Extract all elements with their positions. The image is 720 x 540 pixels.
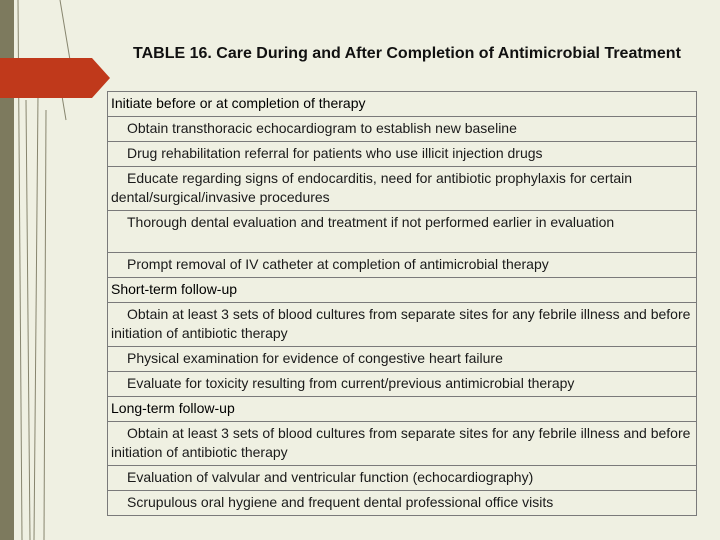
section-header-row [108,278,697,303]
table-cell: Educate regarding signs of endocarditis, need for antibiotic prophylaxis for certain dental/surgical/invasive procedures [108,167,697,211]
table-cell: Thorough dental evaluation and treatment if not performed earlier in evaluation [108,211,697,253]
table-row [108,466,697,491]
table-cell: Obtain at least 3 sets of blood cultures from separate sites for any febrile illness and before initiation of antibiotic therapy [108,422,697,466]
table-cell: Obtain transthoracic echocardiogram to establish new baseline [108,117,697,142]
table-row [108,142,697,167]
table-cell: Scrupulous oral hygiene and frequent dental professional office visits [108,491,697,516]
table-row [108,372,697,397]
section-header: Short-term follow-up [108,278,697,303]
table-row [108,422,697,466]
table-row [108,117,697,142]
section-header-row [108,397,697,422]
table-cell: Physical examination for evidence of congestive heart failure [108,347,697,372]
table-cell: Evaluation of valvular and ventricular function (echocardiography) [108,466,697,491]
table-row [108,167,697,211]
table-row [108,303,697,347]
table-row [108,253,697,278]
page-title: TABLE 16. Care During and After Completion of Antimicrobial Treatment [133,45,681,62]
table-cell: Evaluate for toxicity resulting from current/previous antimicrobial therapy [108,372,697,397]
table-cell: Drug rehabilitation referral for patients who use illicit injection drugs [108,142,697,167]
table-cell: Obtain at least 3 sets of blood cultures from separate sites for any febrile illness and before initiation of antibiotic therapy [108,303,697,347]
section-header: Initiate before or at completion of therapy [108,92,697,117]
section-header-row [108,92,697,117]
red-tab-shape [0,58,110,98]
table-row [108,347,697,372]
care-table [107,91,697,516]
section-header: Long-term follow-up [108,397,697,422]
table-cell: Prompt removal of IV catheter at completion of antimicrobial therapy [108,253,697,278]
table-row [108,491,697,516]
table-row [108,211,697,253]
